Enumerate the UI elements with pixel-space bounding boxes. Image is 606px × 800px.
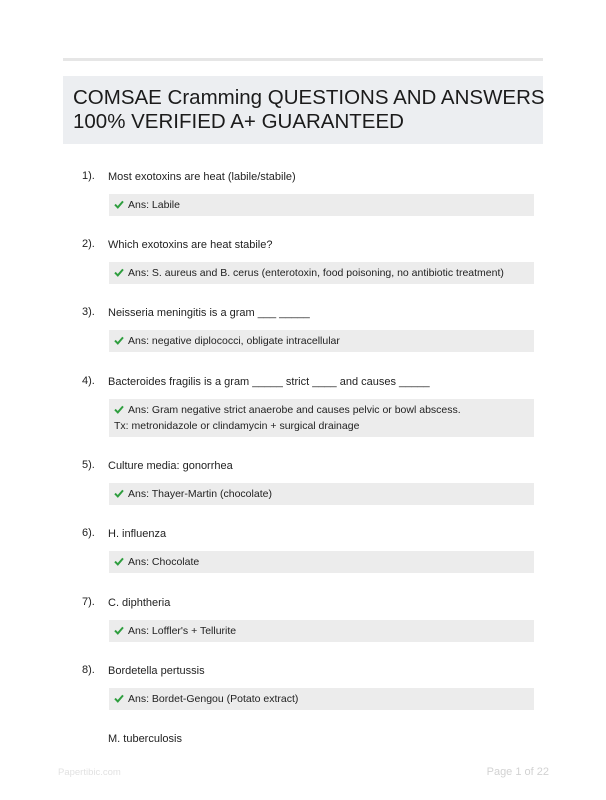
answer-text: Ans: negative diplococci, obligate intracellular bbox=[128, 335, 340, 347]
answer-text: Ans: Labile bbox=[128, 199, 180, 211]
question-text: Neisseria meningitis is a gram ___ _____ bbox=[108, 307, 310, 319]
answer-line bbox=[114, 623, 528, 639]
answer-box bbox=[109, 551, 534, 573]
question-text: Culture media: gonorrhea bbox=[108, 460, 233, 472]
check-icon bbox=[114, 694, 124, 703]
answer-line bbox=[114, 691, 528, 707]
question-number: 4). bbox=[82, 375, 95, 387]
answer-text: Ans: Thayer-Martin (chocolate) bbox=[128, 488, 272, 500]
question-number: 1). bbox=[82, 170, 95, 182]
question-number: 8). bbox=[82, 664, 95, 676]
check-icon bbox=[114, 489, 124, 498]
answer-box bbox=[109, 194, 534, 216]
answer-text: Ans: Bordet-Gengou (Potato extract) bbox=[128, 693, 299, 705]
title-line-2: 100% VERIFIED A+ GUARANTEED bbox=[73, 110, 404, 133]
answer-box bbox=[109, 330, 534, 352]
question-text: H. influenza bbox=[108, 528, 167, 540]
answer-box bbox=[109, 399, 534, 437]
document-title bbox=[73, 86, 543, 134]
question-number: 7). bbox=[82, 596, 95, 608]
answer-line bbox=[114, 333, 528, 349]
question-number: 2). bbox=[82, 238, 95, 250]
check-icon bbox=[114, 336, 124, 345]
question-text: C. diphtheria bbox=[108, 597, 171, 609]
check-icon bbox=[114, 626, 124, 635]
answer-line: Tx: metronidazole or clindamycin + surgical drainage bbox=[114, 420, 360, 432]
answer-box bbox=[109, 688, 534, 710]
check-icon bbox=[114, 268, 124, 277]
check-icon bbox=[114, 557, 124, 566]
answer-text: Ans: Gram negative strict anaerobe and causes pelvic or bowl abscess. bbox=[128, 404, 461, 416]
check-icon bbox=[114, 405, 124, 414]
title-banner bbox=[63, 76, 543, 144]
question-text: Bacteroides fragilis is a gram _____ strict ____ and causes _____ bbox=[108, 376, 430, 388]
question-text: Which exotoxins are heat stabile? bbox=[108, 239, 273, 251]
check-icon bbox=[114, 200, 124, 209]
top-divider bbox=[63, 58, 543, 61]
answer-line bbox=[114, 265, 528, 281]
answer-text: Ans: Chocolate bbox=[128, 556, 200, 568]
question-text: Bordetella pertussis bbox=[108, 665, 205, 677]
question-text: Most exotoxins are heat (labile/stabile) bbox=[108, 171, 296, 183]
answer-box bbox=[109, 483, 534, 505]
answer-line bbox=[114, 486, 528, 502]
title-line-1: COMSAE Cramming QUESTIONS AND ANSWERS bbox=[73, 86, 545, 109]
answer-line bbox=[114, 402, 528, 418]
answer-line bbox=[114, 197, 528, 213]
answer-text: Ans: Loffler's + Tellurite bbox=[128, 625, 237, 637]
question-number: 3). bbox=[82, 306, 95, 318]
answer-text: Ans: S. aureus and B. cerus (enterotoxin, food poisoning, no antibiotic treatment) bbox=[128, 267, 504, 279]
page-number: Page 1 of 22 bbox=[486, 766, 549, 778]
answer-line bbox=[114, 554, 528, 570]
question-text: M. tuberculosis bbox=[108, 733, 182, 745]
footer-watermark: Papertibic.com bbox=[58, 767, 121, 778]
question-number: 5). bbox=[82, 459, 95, 471]
answer-box bbox=[109, 262, 534, 284]
question-number: 6). bbox=[82, 527, 95, 539]
answer-box bbox=[109, 620, 534, 642]
